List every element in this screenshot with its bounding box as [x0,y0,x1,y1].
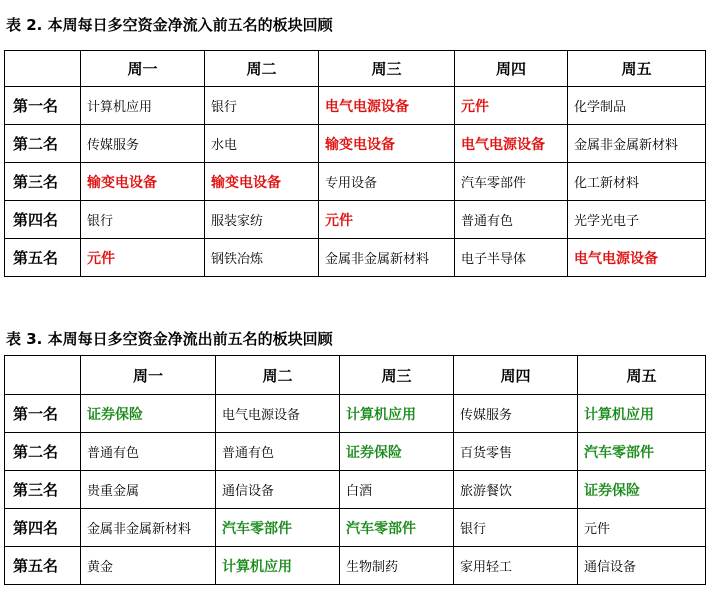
highlighted-sector-cell: 汽车零部件 [340,509,454,547]
highlighted-sector-cell: 输变电设备 [205,163,319,201]
sector-cell: 普通有色 [81,433,216,471]
sector-cell: 光学光电子 [568,201,706,239]
sector-cell: 贵重金属 [81,471,216,509]
day-header: 周四 [454,356,578,395]
sector-cell: 服装家纺 [205,201,319,239]
highlighted-sector-cell: 计算机应用 [216,547,340,585]
table2-caption: 表 2. 本周每日多空资金净流入前五名的板块回顾 [6,16,333,34]
rank-label: 第二名 [5,125,81,163]
sector-cell: 计算机应用 [81,87,205,125]
rank-label: 第五名 [5,547,81,585]
day-header: 周三 [340,356,454,395]
table-row [5,87,706,125]
highlighted-sector-cell: 输变电设备 [319,125,455,163]
day-header: 周五 [568,51,706,87]
highlighted-sector-cell: 证券保险 [578,471,706,509]
sector-cell: 普通有色 [455,201,568,239]
highlighted-sector-cell: 元件 [81,239,205,277]
highlighted-sector-cell: 元件 [455,87,568,125]
day-header: 周一 [81,356,216,395]
sector-cell: 黄金 [81,547,216,585]
corner-header [5,356,81,395]
rank-label: 第四名 [5,509,81,547]
highlighted-sector-cell: 电气电源设备 [568,239,706,277]
sector-cell: 百货零售 [454,433,578,471]
header-row [5,356,706,395]
rank-label: 第三名 [5,471,81,509]
highlighted-sector-cell: 电气电源设备 [319,87,455,125]
highlighted-sector-cell: 汽车零部件 [578,433,706,471]
highlighted-sector-cell: 汽车零部件 [216,509,340,547]
sector-cell: 专用设备 [319,163,455,201]
highlighted-sector-cell: 输变电设备 [81,163,205,201]
sector-cell: 钢铁冶炼 [205,239,319,277]
sector-cell: 传媒服务 [454,395,578,433]
day-header: 周三 [319,51,455,87]
rank-label: 第二名 [5,433,81,471]
day-header: 周一 [81,51,205,87]
highlighted-sector-cell: 电气电源设备 [455,125,568,163]
highlighted-sector-cell: 证券保险 [340,433,454,471]
sector-cell: 银行 [81,201,205,239]
day-header: 周五 [578,356,706,395]
sector-cell: 白酒 [340,471,454,509]
table-row [5,201,706,239]
sector-cell: 金属非金属新材料 [568,125,706,163]
corner-header [5,51,81,87]
sector-cell: 旅游餐饮 [454,471,578,509]
sector-cell: 银行 [205,87,319,125]
day-header: 周四 [455,51,568,87]
sector-cell: 化工新材料 [568,163,706,201]
rank-label: 第五名 [5,239,81,277]
sector-cell: 金属非金属新材料 [81,509,216,547]
sector-cell: 汽车零部件 [455,163,568,201]
table-row [5,433,706,471]
table-row [5,471,706,509]
table-row [5,239,706,277]
header-row [5,51,706,87]
rank-label: 第四名 [5,201,81,239]
table3-caption: 表 3. 本周每日多空资金净流出前五名的板块回顾 [6,330,333,348]
sector-cell: 化学制品 [568,87,706,125]
sector-cell: 普通有色 [216,433,340,471]
sector-cell: 通信设备 [216,471,340,509]
sector-cell: 水电 [205,125,319,163]
table-row [5,509,706,547]
inflow-table [4,50,706,277]
sector-cell: 金属非金属新材料 [319,239,455,277]
table-row [5,163,706,201]
table-row [5,395,706,433]
rank-label: 第三名 [5,163,81,201]
highlighted-sector-cell: 元件 [319,201,455,239]
outflow-table [4,355,706,585]
sector-cell: 电子半导体 [455,239,568,277]
sector-cell: 传媒服务 [81,125,205,163]
sector-cell: 电气电源设备 [216,395,340,433]
sector-cell: 元件 [578,509,706,547]
sector-cell: 家用轻工 [454,547,578,585]
table-row [5,547,706,585]
sector-cell: 生物制药 [340,547,454,585]
sector-cell: 银行 [454,509,578,547]
day-header: 周二 [216,356,340,395]
day-header: 周二 [205,51,319,87]
rank-label: 第一名 [5,87,81,125]
rank-label: 第一名 [5,395,81,433]
highlighted-sector-cell: 证券保险 [81,395,216,433]
highlighted-sector-cell: 计算机应用 [340,395,454,433]
sector-cell: 通信设备 [578,547,706,585]
highlighted-sector-cell: 计算机应用 [578,395,706,433]
table-row [5,125,706,163]
